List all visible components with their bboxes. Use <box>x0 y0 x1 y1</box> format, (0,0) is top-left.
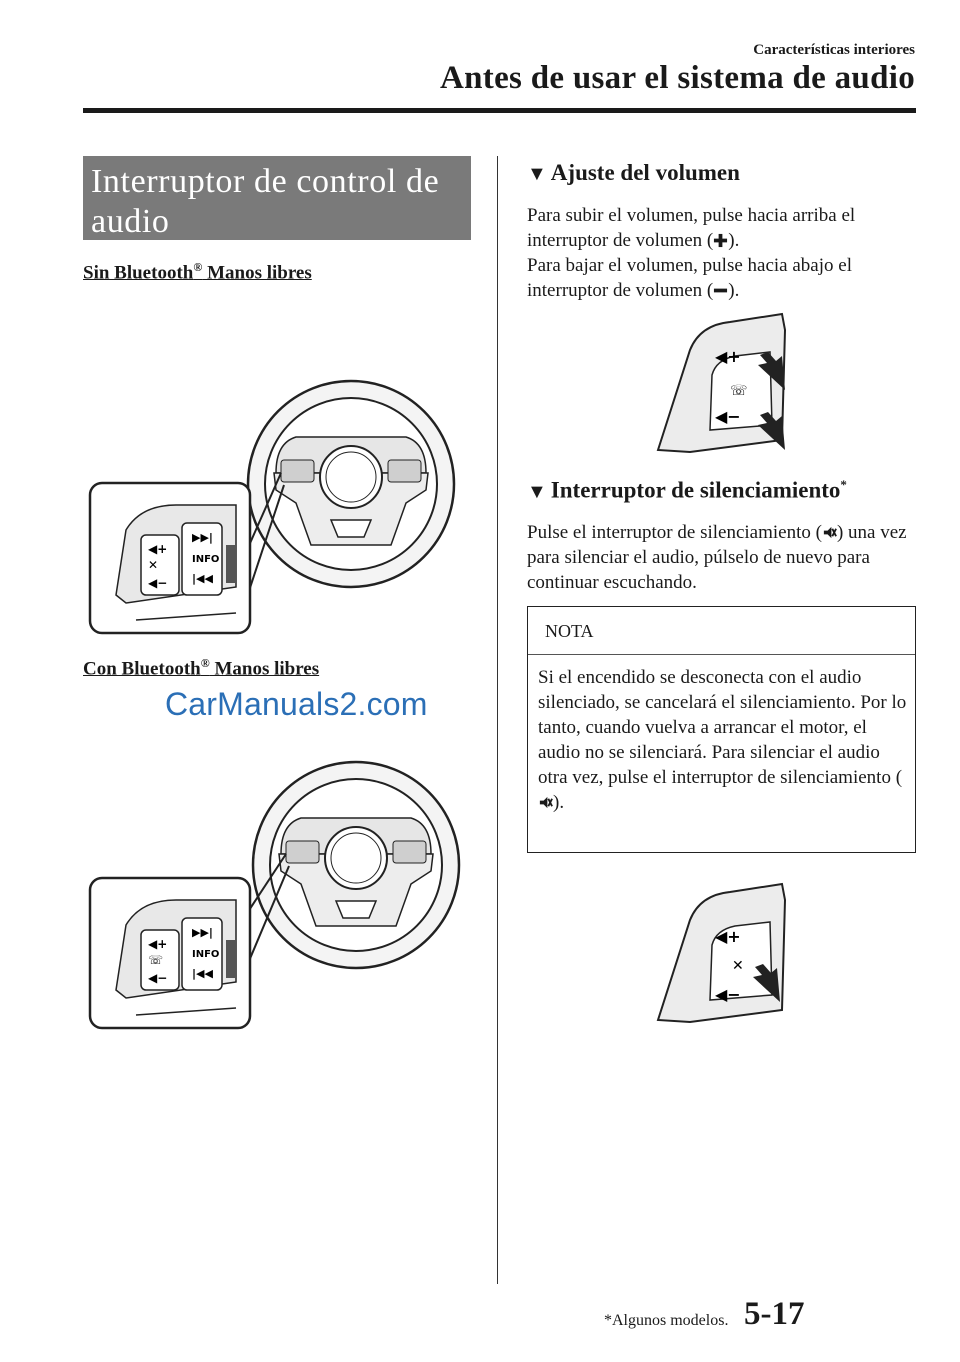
subheading-with-bluetooth: Con Bluetooth® Manos libres <box>83 656 320 680</box>
svg-text:✕: ✕ <box>732 958 744 974</box>
svg-text:✕: ✕ <box>148 558 159 572</box>
svg-text:☏: ☏ <box>148 953 164 967</box>
svg-text:◀+: ◀+ <box>715 927 741 946</box>
note-text: Si el encendido se desconecta con el audio silenciado, se cancelará el silenciamiento. Por lo tanto, cuando vuelva a arrancar el motor, el audio no se silenciará. Para silenciar el audio otra vez, pulse el interruptor de silenciamiento (). <box>538 667 907 813</box>
column-divider <box>497 156 498 1284</box>
heading-volume: ▼ Ajuste del volumen <box>527 160 740 185</box>
note-box <box>527 606 916 853</box>
steering-wheel-illustration-2 <box>86 750 478 1032</box>
footnote: *Algunos modelos. <box>604 1312 729 1329</box>
watermark: CarManuals2.com <box>165 686 428 722</box>
volume-switch-illustration <box>650 310 790 460</box>
svg-text:▶▶|: ▶▶| <box>192 531 213 544</box>
svg-text:◀+: ◀+ <box>715 347 741 366</box>
svg-text:◀−: ◀− <box>148 971 168 985</box>
section-title: Interruptor de control de audio <box>91 163 440 240</box>
plus-icon <box>713 233 728 248</box>
svg-text:◀+: ◀+ <box>148 542 168 556</box>
info-label-1: INFO <box>192 554 220 565</box>
svg-text:◀−: ◀− <box>715 985 741 1004</box>
svg-text:▶▶|: ▶▶| <box>192 926 213 939</box>
minus-icon <box>713 283 728 298</box>
svg-text:|◀◀: |◀◀ <box>192 967 213 980</box>
mute-icon <box>822 525 837 540</box>
info-label-2: INFO <box>192 949 220 960</box>
mute-text: Pulse el interruptor de silenciamiento ( ) una vez para silenciar el audio, púlselo de nuevo para continuar escuchando. <box>527 522 907 593</box>
svg-text:☏: ☏ <box>730 383 748 399</box>
mute-switch-illustration <box>650 880 790 1030</box>
mute-icon <box>538 795 553 810</box>
chapter-title: Características interiores <box>753 42 915 58</box>
steering-wheel-illustration-1 <box>86 355 478 637</box>
note-title: NOTA <box>545 621 594 641</box>
heading-mute: ▼ Interruptor de silenciamiento* <box>527 477 847 503</box>
subheading-without-bluetooth: Sin Bluetooth® Manos libres <box>83 260 312 284</box>
svg-text:◀+: ◀+ <box>148 937 168 951</box>
page-number: 5-17 <box>744 1296 805 1332</box>
volume-up-text: Para subir el volumen, pulse hacia arriba el interruptor de volumen ( ). <box>527 205 856 251</box>
triangle-bullet-icon: ▼ <box>527 163 547 185</box>
triangle-bullet-icon: ▼ <box>527 480 547 503</box>
note-divider <box>528 654 915 655</box>
svg-text:◀−: ◀− <box>715 407 741 426</box>
page-title: Antes de usar el sistema de audio <box>440 60 915 96</box>
svg-text:|◀◀: |◀◀ <box>192 572 213 585</box>
header-rule <box>83 108 916 113</box>
svg-text:◀−: ◀− <box>148 576 168 590</box>
volume-down-text: Para bajar el volumen, pulse hacia abajo el interruptor de volumen ( ). <box>527 255 852 301</box>
